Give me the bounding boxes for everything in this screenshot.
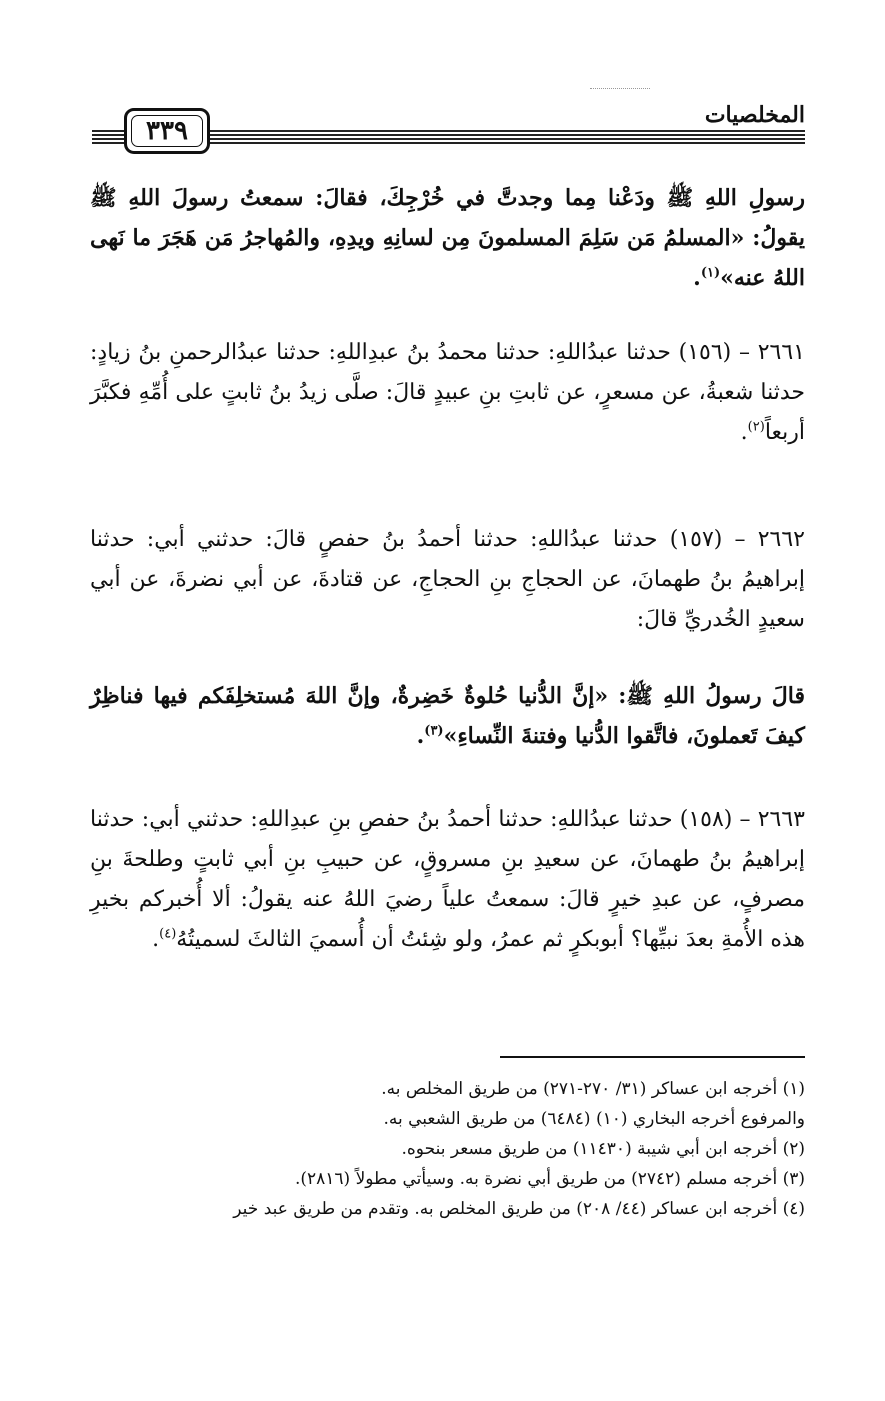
paragraph-5 xyxy=(90,800,805,960)
paragraph-text: ٢٦٦١ – (١٥٦) حدثنا عبدُاللهِ: حدثنا محمدُ بنُ عبدِاللهِ: حدثنا عبدُالرحمنِ بنُ زيادٍ: حدثنا شعبةُ، عن مسعرٍ، عن ثابتِ بنِ عبيدٍ قالَ: صلَّى زيدُ بنُ ثابتٍ على أُمِّهِ فكبَّرَ أربعاً xyxy=(90,340,805,445)
scan-speck xyxy=(590,88,650,91)
footnote-ref-2: (٢) xyxy=(747,419,765,435)
footnote-line: والمرفوع أخرجه البخاري (١٠) (٦٤٨٤) من طريق الشعبي به. xyxy=(383,1109,805,1129)
paragraph-4 xyxy=(90,676,805,756)
book-title: المخلصيات xyxy=(704,102,805,128)
footnotes xyxy=(90,1074,805,1224)
paragraph-text: قالَ رسولُ اللهِ ﷺ: «إنَّ الدُّنيا حُلوةٌ خَضِرةٌ، وإنَّ اللهَ مُستخلِفَكم فيها فناظِرٌ كيفَ تَعملونَ، فاتَّقوا الدُّنيا وفتنةَ النِّساءِ» xyxy=(90,683,805,749)
paragraph-tail: . xyxy=(693,265,701,291)
footnote-line: (٤) أخرجه ابن عساكر (٤٤/ ٢٠٨) من طريق المخلص به. وتقدم من طريق عبد خير xyxy=(233,1199,805,1219)
footnote-ref-3: (٣) xyxy=(424,723,444,739)
footnote-ref-4: (٤) xyxy=(159,926,177,942)
paragraph-3 xyxy=(90,520,805,640)
paragraph-tail: . xyxy=(152,927,160,952)
paragraph-2 xyxy=(90,333,805,453)
footnote-separator xyxy=(500,1056,805,1058)
footnote-ref-1: (١) xyxy=(700,265,721,281)
paragraph-text: ٢٦٦٣ – (١٥٨) حدثنا عبدُاللهِ: حدثنا أحمدُ بنُ حفصِ بنِ عبدِاللهِ: حدثني أبي: حدثنا إبراهيمُ بنُ طهمانَ، عن سعيدِ بنِ مسروقٍ، عن حبيبِ بنِ أبي ثابتٍ وطلحةَ بنِ مصرفٍ، عن عبدِ خيرٍ قالَ: سمعتُ علياً رضيَ اللهُ عنه يقولُ: ألا أُخبركم بخيرِ هذه الأُمةِ بعدَ نبيِّها؟ أبوبكرٍ ثم عمرُ، ولو شِئتُ أن أُسميَ الثالثَ لسميتُهُ xyxy=(90,807,806,952)
paragraph-tail: . xyxy=(416,723,425,749)
page-header xyxy=(92,100,805,158)
footnote-line: (٢) أخرجه ابن أبي شيبة (١١٤٣٠) من طريق مسعر بنحوه. xyxy=(401,1139,805,1159)
paragraph-text: ٢٦٦٢ – (١٥٧) حدثنا عبدُاللهِ: حدثنا أحمدُ بنُ حفصٍ قالَ: حدثني أبي: حدثنا إبراهيمُ بنُ طهمانَ، عن الحجاجِ بنِ الحجاجِ، عن قتادةَ، عن أبي نضرةَ، عن أبي سعيدٍ الخُدريِّ قالَ: xyxy=(90,527,805,632)
paragraph-tail: . xyxy=(740,420,748,445)
page-number: ٣٣٩ xyxy=(146,116,188,146)
paragraph-1 xyxy=(90,178,805,298)
paragraph-text: رسولِ اللهِ ﷺ ودَعْنا مِما وجدتَّ في خُرْجِكَ، فقالَ: سمعتُ رسولَ اللهِ ﷺ يقولُ: «المسلمُ مَن سَلِمَ المسلمونَ مِن لسانِهِ ويدِهِ، والمُهاجرُ مَن هَجَرَ ما نَهى اللهُ عنه» xyxy=(90,185,805,291)
page-number-box xyxy=(124,108,210,154)
footnote-line: (٣) أخرجه مسلم (٢٧٤٢) من طريق أبي نضرة به. وسيأتي مطولاً (٢٨١٦). xyxy=(294,1169,805,1189)
footnote-line: (١) أخرجه ابن عساكر (٣١/ ٢٧٠-٢٧١) من طريق المخلص به. xyxy=(381,1079,805,1099)
